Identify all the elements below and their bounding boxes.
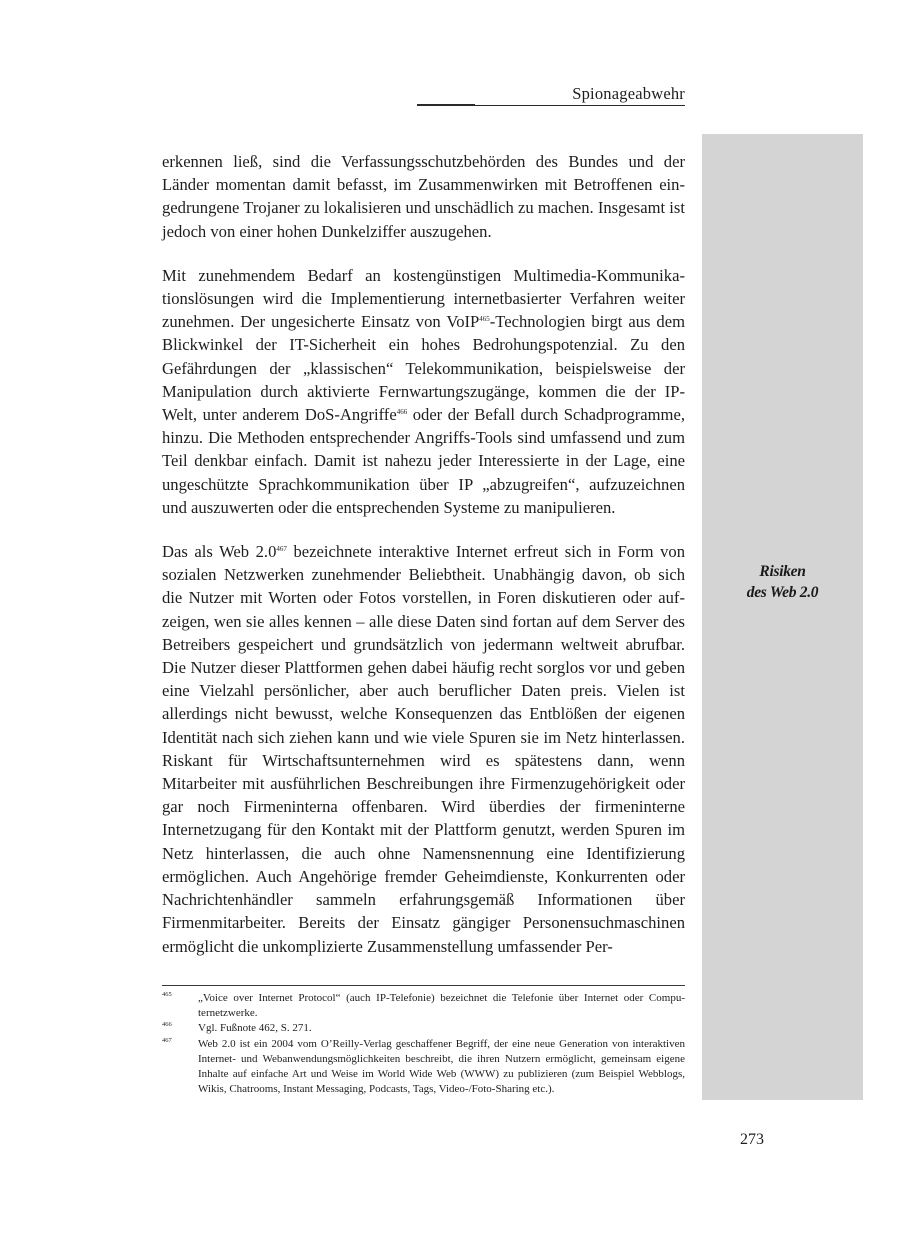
paragraph-2-text-c: oder der Befall durch Schadprogramme, hinzu. Die Methoden entsprechender Angriffs-Tools sind umfassend und zum Teil denkbar einfach. Damit ist nahezu jeder Interessierte in der Lage, eine ungeschützte Sprachkommunikation über IP „abzugreifen“, aufzuzeichnen und auszuwerten oder die entsprechenden Systeme zu manipulieren. [162,405,685,517]
body-text [162,150,685,979]
paragraph-3 [162,540,685,958]
footnote-465 [162,991,685,1021]
footnote-text: Web 2.0 ist ein 2004 vom O’Reilly-Verlag geschaffener Begriff, der eine neue Generation von interaktiven Internet- und Webanwendungsmöglichkeiten beschreibt, die ihren Nutzern ermöglicht, gemeinsam eigene Inhalte auf einfache Art und Weise im World Wide Web (WWW) zu publizieren (zum Beispiel Webblogs, Wikis, Chatrooms, Instant Messaging, Podcasts, Tags, Video-/Foto-Sharing etc.). [198,1037,685,1096]
footnote-ref-466[interactable]: 466 [396,408,408,417]
paragraph-2-text-a: Mit zunehmendem Bedarf an kostengünstigen Multimedia-Kommunikationslösungen wird die Implementierung internetbasierter Verfahren weiter zunehmen. Der ungesicherte Einsatz von VoIP [162,265,685,332]
footnote-ref-465[interactable]: 465 [479,315,490,324]
footnote-466 [162,1021,685,1036]
footnote-number: 465 [162,991,172,998]
paragraph-3-text-b: bezeichnete interaktive Internet erfreut sich in Form von sozialen Netzwerken zunehmender Beliebtheit. Unabhängig davon, ob sich die Nutzer mit Worten oder Fotos vorstellen, in Foren diskutieren oder aufzeigen, wen sie alles kennen – alle diese Daten sind fortan auf dem Server des Betreibers gespeichert und grundsätzlich von jedermann weltweit abrufbar. Die Nutzer dieser Plattformen gehen dabei häufig recht sorglos vor und geben eine Vielzahl persönlicher, aber auch beruflicher Daten preis. Vielen ist allerdings nicht bewusst, welche Konsequenzen das Entblößen der eigenen Identität nach sich ziehen kann und wie viele Spuren sie im Netz hinterlassen. Riskant für Wirtschaftsunternehmen wird es spätestens dann, wenn Mitarbeiter mit ausführlichen Beschreibungen ihre Firmenzugehörigkeit oder gar noch Firmeninterna offenbaren. Wird überdies der firmeninterne Internetzugang für den Kontakt mit der Plattform genutzt, werden Spuren im Netz hinterlassen, die auch ohne Namensnennung eine Identifizierung ermöglichen. Auch Angehörige fremder Geheimdienste, Konkurrenten oder Nachrichtenhändler sammeln erfahrungsgemäß Informationen über Firmenmitarbeiter. Bereits der Einsatz gängiger Personensuchmaschinen ermöglicht die unkomplizierte Zusammenstellung umfassender Per- [162,542,685,956]
paragraph-2-text-b: -Technologien birgt aus dem Blickwinkel der IT-Sicherheit ein hohes Bedrohungspotenzial. Zu den Gefährdungen der „klassischen“ Telekommunikation, beispielsweise der Manipulation durch aktivierte Fernwartungszugänge, kommen die der IP-Welt, unter anderem DoS-Angriffe [162,312,685,425]
running-title: Spionageabwehr [572,84,685,103]
page-number: 273 [740,1131,764,1148]
margin-note [702,561,863,603]
footnote-ref-467[interactable]: 467 [276,545,287,554]
header-rule-accent [417,104,475,106]
paragraph-1: erkennen ließ, sind die Verfassungsschutzbehörden des Bundes und der Länder momentan damit befasst, im Zusammenwirken mit Betroffenen eingedrungene Trojaner zu lokalisieren und unschädlich zu machen. Insgesamt ist jedoch von einer hohen Dunkelziffer auszugehen. [162,152,685,241]
footnote-text: Vgl. Fußnote 462, S. 271. [198,1022,312,1035]
footnote-number: 466 [162,1021,172,1029]
footnotes [162,991,685,1097]
margin-note-line-1: Risiken [759,563,806,580]
footnote-rule [162,985,685,986]
margin-band [702,134,863,1100]
margin-note-line-2: des Web 2.0 [746,584,819,601]
footnote-467 [162,1037,685,1098]
footnote-number: 467 [162,1036,172,1044]
paragraph-2 [162,264,685,519]
footnote-text: „Voice over Internet Protocol“ (auch IP-Telefonie) bezeichnet die Telefonie über Internet oder Computernetzwerke. [198,992,685,1020]
paragraph-3-text-a: Das als Web 2.0 [162,542,277,562]
